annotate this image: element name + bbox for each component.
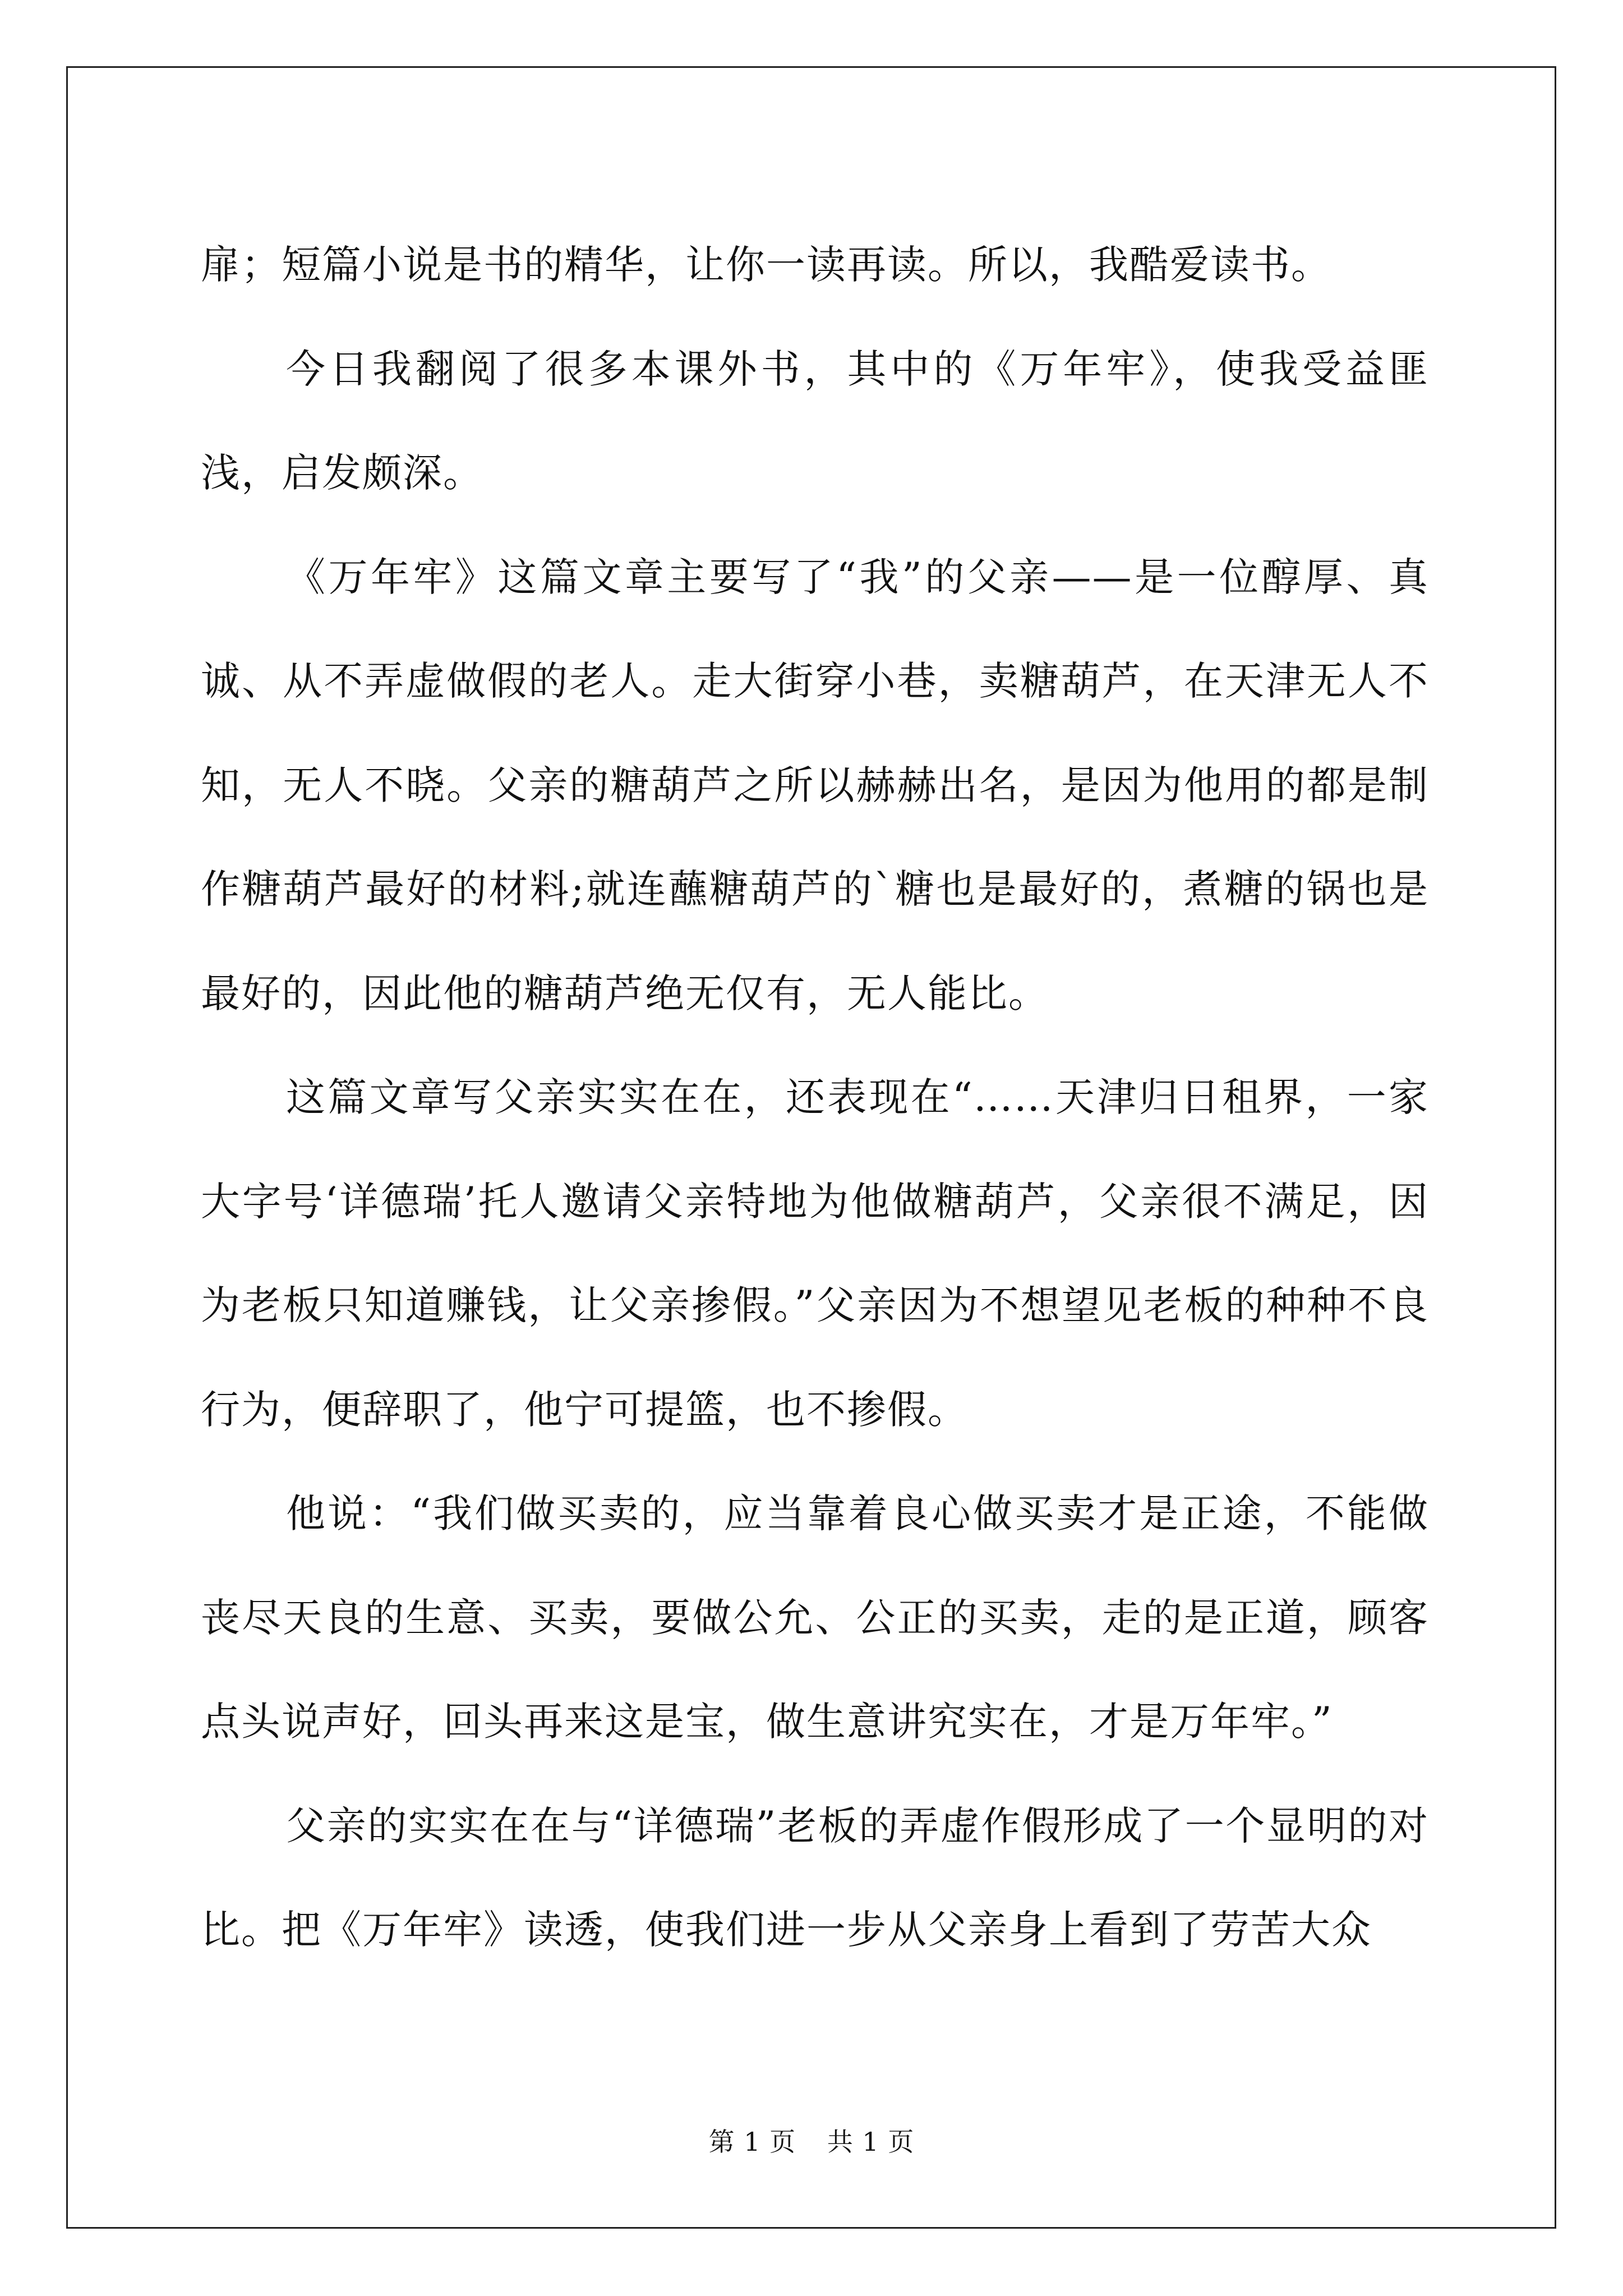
page-number-current: 第 1 页 — [708, 2127, 796, 2157]
page-footer — [0, 2125, 1623, 2159]
paragraph-1: 扉；短篇小说是书的精华，让你一读再读。所以，我酷爱读书。 — [201, 242, 1331, 288]
paragraph-3: 《万年牢》这篇文章主要写了“我”的父亲——是一位醇厚、真诚、从不弄虚做假的老人。走大街穿小巷，卖糖葫芦，在天津无人不知，无人不晓。父亲的糖葫芦之所以赫赫出名，是因为他用的都是制作糖葫芦最好的材料;就连蘸糖葫芦的`糖也是最好的，煮糖的锅也是最好的，因此他的糖葫芦绝无仅有，无人能比。 — [201, 554, 1429, 1016]
page-number-total: 共 1 页 — [827, 2127, 915, 2157]
paragraph-5: 他说：“我们做买卖的，应当靠着良心做买卖才是正途，不能做丧尽天良的生意、买卖，要做公允、公正的买卖，走的是正道，顾客点头说声好，回头再来这是宝，做生意讲究实在，才是万年牢。” — [201, 1490, 1429, 1745]
paragraph-2: 今日我翻阅了很多本课外书，其中的《万年牢》，使我受益匪浅，启发颇深。 — [201, 346, 1429, 496]
paragraph-6: 父亲的实实在在与“详德瑞”老板的弄虚作假形成了一个显明的对比。把《万年牢》读透，使我们进一步从父亲身上看到了劳苦大众 — [201, 1802, 1429, 1953]
document-body — [201, 213, 1429, 1982]
paragraph-4: 这篇文章写父亲实实在在，还表现在“……天津归日租界，一家大字号‘详德瑞’托人邀请父亲特地为他做糖葫芦，父亲很不满足，因为老板只知道赚钱，让父亲掺假。”父亲因为不想望见老板的种种不良行为，便辞职了，他宁可提篮，也不掺假。 — [201, 1074, 1430, 1433]
